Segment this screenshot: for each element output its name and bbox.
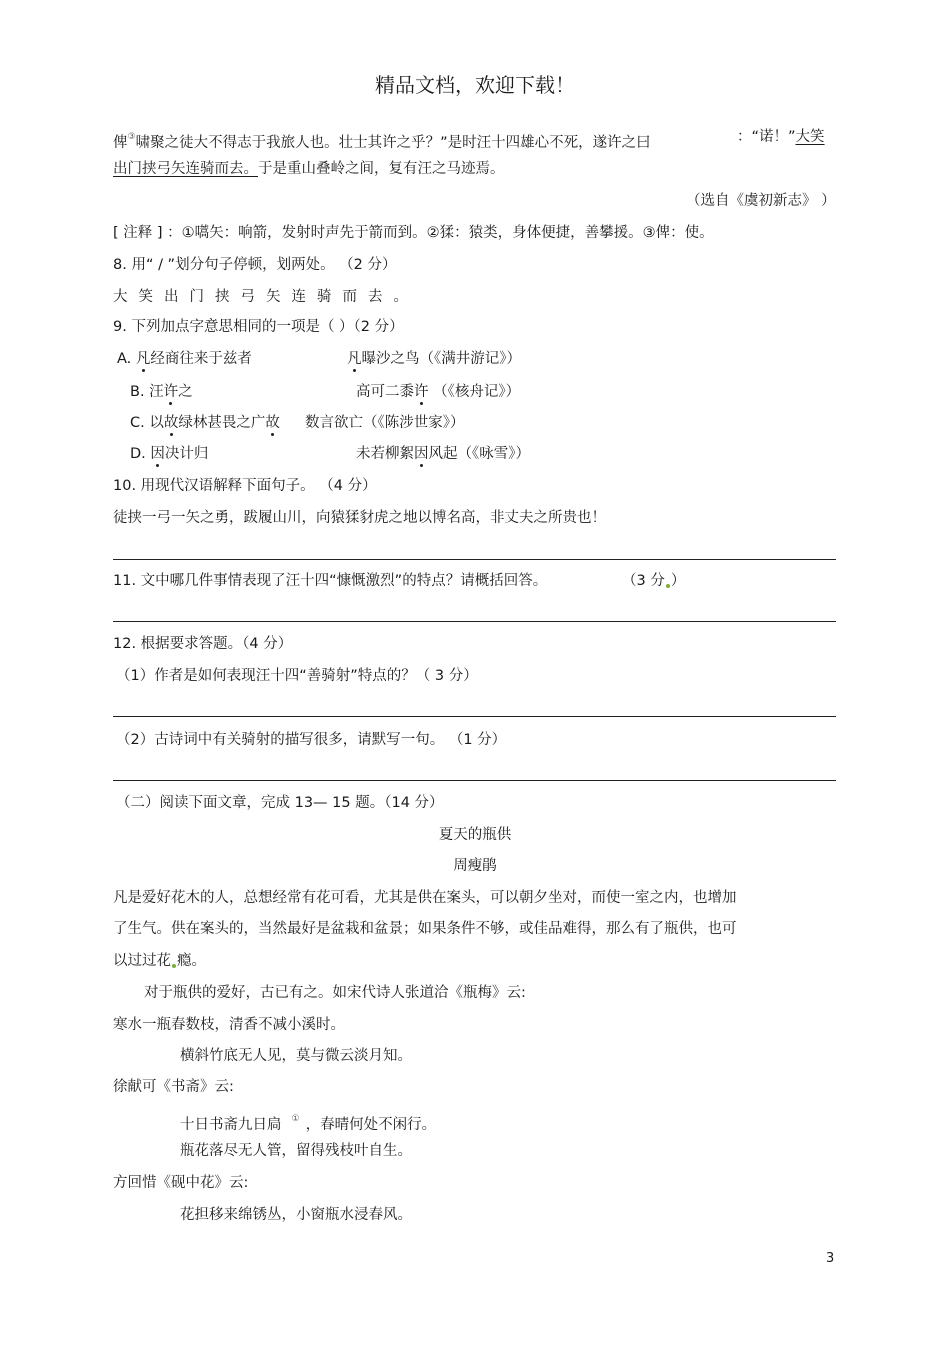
- article-paragraph-line: 以过过花 瘾。: [113, 953, 206, 969]
- page-number: 3: [826, 1251, 835, 1266]
- option-d-left: D. 因决计归: [130, 446, 209, 462]
- question-11: 11. 文中哪几件事情表现了汪十四“慷慨激烈”的特点？请概括回答。: [113, 573, 548, 589]
- green-mark-icon: [172, 964, 176, 968]
- passage-line-1: 俾③啸聚之徒大不得志于我旅人也。壮士其许之乎？”是时汪十四雄心不死，遂许之曰: [113, 132, 651, 151]
- answer-line: [113, 621, 836, 622]
- question-8-sentence: 大笑出门挟弓矢连骑而去。: [113, 289, 419, 305]
- answer-line: [113, 716, 836, 717]
- option-a-right: 凡曝沙之鸟（《满井游记》）: [347, 351, 521, 367]
- answer-line: [113, 559, 836, 560]
- passage-notes: [ 注释 ] ：①嚆矢：响箭，发射时声先于箭而到。②猱：猿类，身体便捷，善攀援。③俾：使。: [113, 225, 714, 241]
- question-10-sentence: 徒挟一弓一矢之勇，跋履山川，向猿猱豺虎之地以博名高，非丈夫之所贵也！: [113, 510, 606, 526]
- option-b-left: B. 汪许之: [130, 384, 193, 400]
- question-10: 10. 用现代汉语解释下面句子。 （4 分）: [113, 478, 377, 494]
- question-8: 8. 用“ / ”划分句子停顿，划两处。 （2 分）: [113, 257, 397, 273]
- answer-line: [113, 780, 836, 781]
- option-a-left: A. 凡经商往来于兹者: [117, 351, 252, 367]
- article-paragraph-line: 徐献可《书斋》云:: [113, 1079, 234, 1095]
- option-d-right: 未若柳絮因风起（《咏雪》）: [356, 446, 530, 462]
- option-b-right: 高可二黍许 （《核舟记》）: [356, 384, 521, 400]
- question-11-score: （3 分 ）: [622, 573, 686, 589]
- article-author: 周瘦鹃: [453, 858, 497, 874]
- question-9: 9. 下列加点字意思相同的一项是（ ）（2 分）: [113, 319, 404, 335]
- question-12-sub-1: （1）作者是如何表现汪十四“善骑射”特点的？（ 3 分）: [116, 668, 478, 684]
- question-12-sub-2: （2）古诗词中有关骑射的描写很多，请默写一句。 （1 分）: [116, 732, 507, 748]
- green-mark-icon: [666, 584, 670, 588]
- poem-line: 寒水一瓶春数枝，清香不减小溪时。: [113, 1017, 345, 1033]
- poem-line: 瓶花落尽无人管，留得残枝叶自生。: [180, 1143, 412, 1159]
- option-c-left: C. 以故绿林甚畏之广故: [130, 415, 280, 431]
- passage-source: （选自《虞初新志》 ）: [686, 193, 836, 209]
- passage-line-1-end: ：“诺！”大笑: [737, 129, 825, 145]
- article-title: 夏天的瓶供: [438, 827, 512, 843]
- option-c-right: 数言欲亡（《陈涉世家》）: [305, 415, 465, 431]
- article-paragraph-line: 了生气。供在案头的，当然最好是盆栽和盆景；如果条件不够，或佳品难得，那么有了瓶供，也可: [113, 921, 737, 937]
- article-paragraph-line: 凡是爱好花木的人，总想经常有花可看，尤其是供在案头，可以朝夕坐对，而使一室之内，也增加: [113, 890, 737, 906]
- article-paragraph-line: 方回惜《砚中花》云:: [113, 1175, 249, 1191]
- poem-line: 花担移来绵锈丛，小窗瓶水浸春风。: [180, 1207, 412, 1223]
- poem-line: 横斜竹底无人见，莫与微云淡月知。: [180, 1048, 412, 1064]
- section-2-intro: （二）阅读下面文章，完成 13— 15 题。（14 分）: [116, 795, 444, 811]
- question-12: 12. 根据要求答题。（4 分）: [113, 636, 293, 652]
- page-header: 精品文档，欢迎下载！: [375, 73, 575, 97]
- passage-line-2: 出门挟弓矢连骑而去。于是重山叠岭之间，复有汪之马迹焉。: [113, 161, 505, 177]
- poem-line: 十日书斋九日扃 ① ，春晴何处不闲行。: [180, 1114, 437, 1133]
- article-paragraph-line: 对于瓶供的爱好，古已有之。如宋代诗人张道洽《瓶梅》云:: [144, 985, 526, 1001]
